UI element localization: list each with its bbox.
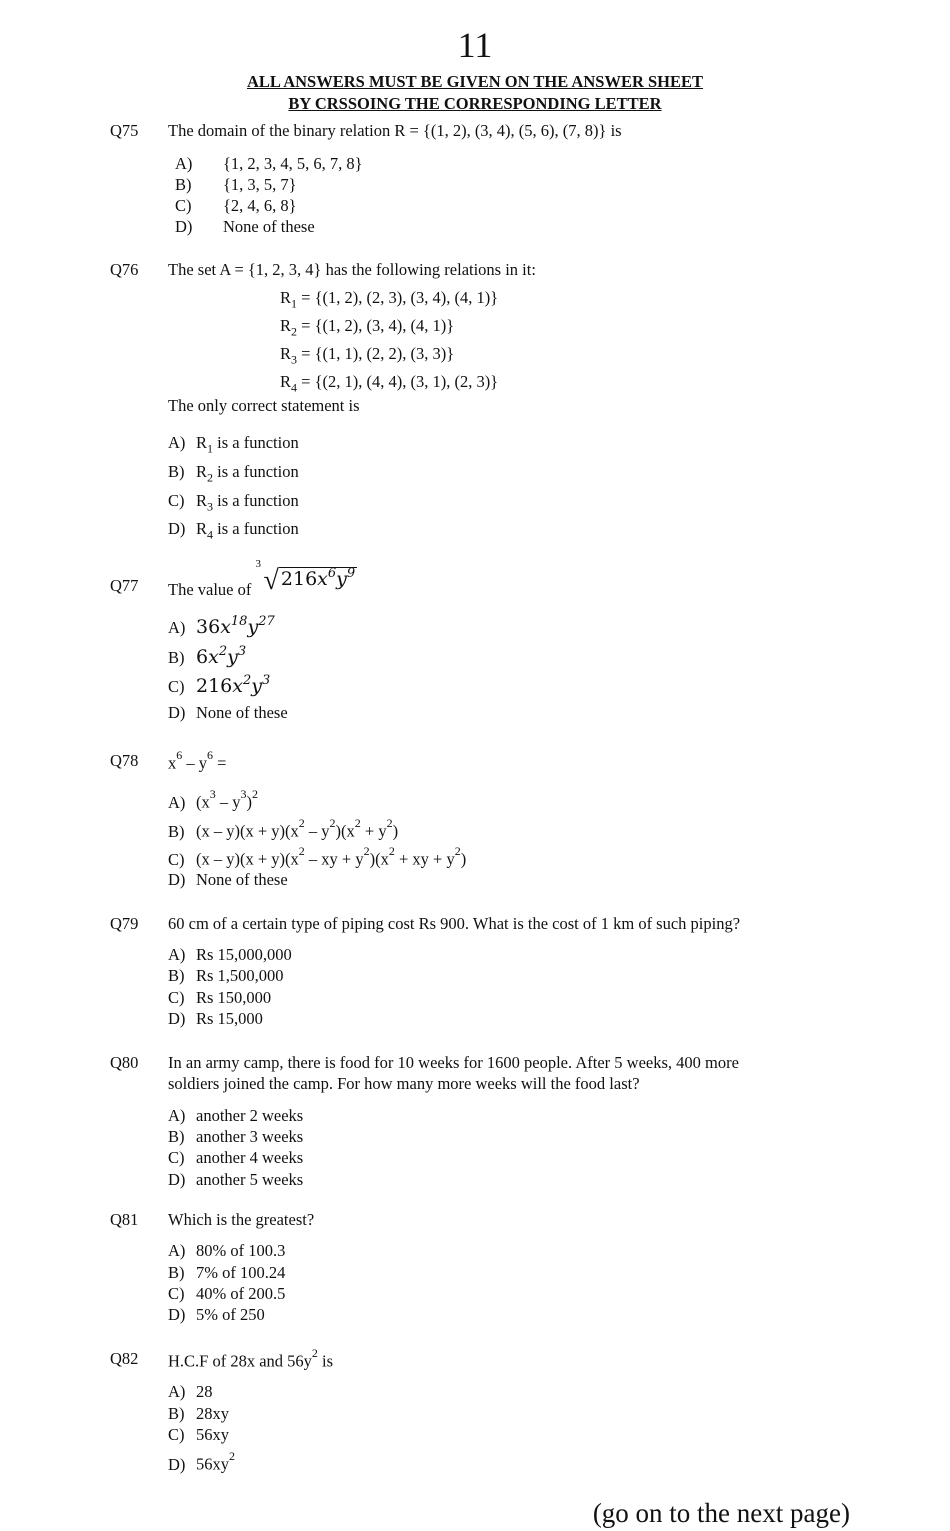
question-text-q76: The set A = {1, 2, 3, 4} has the following relations in it: xyxy=(168,260,536,279)
q76-option-a: A) $R_1$ is a function xyxy=(168,433,299,456)
q78-option-d: D) None of these xyxy=(168,870,288,889)
q77-option-c: C) $216x^2y^3$ xyxy=(168,673,271,697)
q76-option-c: C) $R_3$ is a function xyxy=(168,491,299,514)
root-index: 3 xyxy=(255,558,262,570)
q81-option-a: A) 80% of 100.3 xyxy=(168,1241,286,1260)
instruction-line-2: BY CRSSOING THE CORRESPONDING LETTER xyxy=(288,94,662,113)
question-number-q75: Q75 xyxy=(110,121,139,140)
question-number-q77: Q77 xyxy=(110,576,139,595)
page-number: 11 xyxy=(457,25,493,65)
q79-option-a: A) Rs 15,000,000 xyxy=(168,945,292,964)
question-number-q79: Q79 xyxy=(110,914,139,933)
relation-r1: $R_1 = \{(1$, 2), (2, 3), (3, 4), (4, 1)} xyxy=(280,288,499,311)
q75-option-d: D) None of these xyxy=(175,217,315,236)
q77-option-a: A) $36x^{18}y^{27}$ xyxy=(168,614,275,638)
q75-option-c: C) {2, 4, 6, 8} xyxy=(175,196,297,215)
q76-option-b: B) $R_2$ is a function xyxy=(168,462,299,485)
relation-r2: $R_2 = \{(1$, 2), (3, 4), (4, 1)} xyxy=(280,316,455,339)
question-text-q75: The domain of the binary relation R = {(1, 2), (3, 4), (5, 6), (7, 8)} is xyxy=(168,121,622,140)
question-text-q81: Which is the greatest? xyxy=(168,1210,315,1229)
question-text-q80-line2: soldiers joined the camp. For how many more weeks will the food last? xyxy=(168,1074,640,1093)
question-text-q79: 60 cm of a certain type of piping cost Rs 900. What is the cost of 1 km of such piping? xyxy=(168,914,741,933)
radicand: $216x^6y^9$ xyxy=(280,566,356,590)
q81-option-b: B) 7% of 100.24 xyxy=(168,1263,286,1282)
q81-option-c: C) 40% of 200.5 xyxy=(168,1284,286,1303)
question-text-q80-line1: In an army camp, there is food for 10 weeks for 1600 people. After 5 weeks, 400 more xyxy=(168,1053,739,1072)
question-text-q77: The value of 3 √ $216x^6y^9$ xyxy=(168,558,356,599)
q76-option-d: D) $R_4$ is a function xyxy=(168,519,299,542)
q78-option-b: B) $(x - y)(x + y)(x^2 - y^2)(x^2 + y^2)$ xyxy=(168,816,399,841)
question-number-q82: Q82 xyxy=(110,1349,139,1368)
q80-option-c: C) another 4 weeks xyxy=(168,1148,304,1167)
q82-option-c: C) 56xy xyxy=(168,1425,229,1444)
q79-option-d: D) Rs 15,000 xyxy=(168,1009,263,1028)
question-number-q80: Q80 xyxy=(110,1053,139,1072)
relation-r4: $R_4 = \{(2$, 1), (4, 4), (3, 1), (2, 3)} xyxy=(280,372,499,395)
q79-option-c: C) Rs 150,000 xyxy=(168,988,272,1007)
next-page-note: (go on to the next page) xyxy=(592,1498,850,1528)
q75-option-a: A) {1, 2, 3, 4, 5, 6, 7, 8} xyxy=(175,154,363,173)
q76-statement: The only correct statement is xyxy=(168,396,360,415)
q82-option-a: A) 28 xyxy=(168,1382,213,1401)
q77-option-d: D) None of these xyxy=(168,703,288,722)
q82-option-b: B) 28xy xyxy=(168,1404,229,1423)
question-number-q78: Q78 xyxy=(110,751,139,770)
q80-option-a: A) another 2 weeks xyxy=(168,1106,304,1125)
q80-option-b: B) another 3 weeks xyxy=(168,1127,304,1146)
question-text-q82: H.C.F of 28x and $56y^2$ is xyxy=(168,1346,334,1371)
q81-option-d: D) 5% of 250 xyxy=(168,1305,265,1324)
question-number-q81: Q81 xyxy=(110,1210,139,1229)
question-text-q78: $x^6 - y^6$ = xyxy=(168,748,227,773)
q82-option-d: D) $56xy^2$ xyxy=(168,1449,235,1474)
q77-option-b: B) $6x^2y^3$ xyxy=(168,644,247,668)
q78-option-c: C) $(x - y)(x + y)(x^2$ – xy + $y^2)(x^2$ + xy + $y^2$) xyxy=(168,844,467,869)
instruction-line-1: ALL ANSWERS MUST BE GIVEN ON THE ANSWER SHEET xyxy=(246,72,704,91)
question-number-q76: Q76 xyxy=(110,260,139,279)
q79-option-b: B) Rs 1,500,000 xyxy=(168,966,284,985)
q78-option-a: A) $(x^3 - y^3)^2$ xyxy=(168,787,258,812)
q75-option-b: B) {1, 3, 5, 7} xyxy=(175,175,297,194)
q80-option-d: D) another 5 weeks xyxy=(168,1170,304,1189)
relation-r3: $R_3 = \{(1$, 1), (2, 2), (3, 3)} xyxy=(280,344,455,367)
